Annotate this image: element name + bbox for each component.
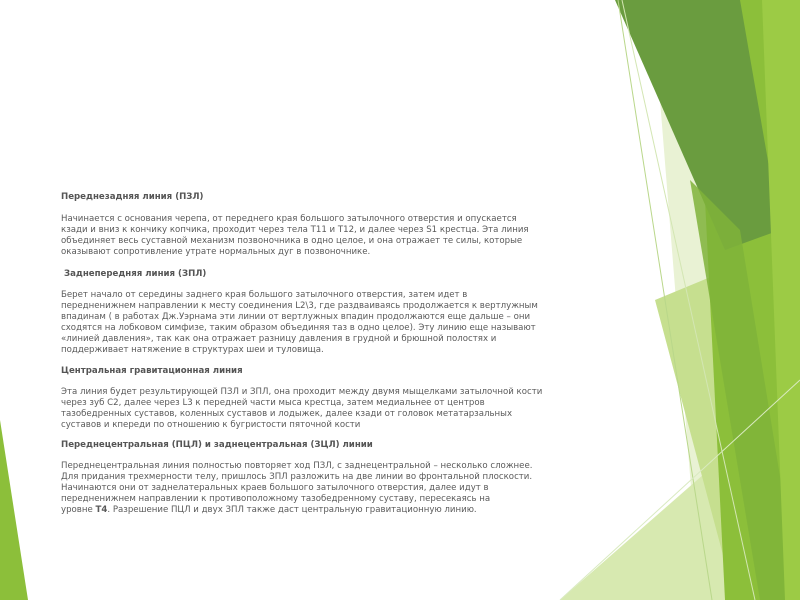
last-line-suffix: . Разрешение ПЦЛ и двух ЗПЛ также даст центральную гравитационную линию. [107,504,477,515]
body-line: поддерживает натяжение в структурах шеи и туловища. [61,344,324,355]
heading-cgl: Центральная гравитационная линия [61,365,243,376]
left-green-triangle [0,420,28,600]
body-line: «линией давления», так как она отражает разницу давления в грудной и брюшной полостях и [61,334,497,345]
body-line: передненижнем направлении к месту соединения L2\3, где раздваиваясь продолжается к вертлужным [61,301,538,312]
body-line: Начинается с основания черепа, от переднего края большого затылочного отверстия и опускается [61,213,517,224]
body-line: через зуб С2, далее через L3 к передней части мыса крестца, затем медиальнее от центров [61,397,485,408]
heading-pzl: Переднезадняя линия (ПЗЛ) [61,192,204,202]
body-line: сходятся на лобковом симфизе, таким образом объединяя таз в одно целое). Эту линию еще называют [61,323,536,334]
slide-text [61,192,606,516]
body-line: передненижнем направлении к противоположному тазобедренному суставу, пересекаясь на [61,494,491,505]
body-line: Для придания трехмерности телу, пришлось ЗПЛ разложить на две линии во фронтальной плоскости. [61,472,533,483]
last-line-prefix: уровне [61,504,96,515]
body-line: оказывают сопротивление утрате нормальных дуг в позвоночнике. [61,246,371,257]
body-line: кзади и вниз к кончику копчика, проходит через тела T11 и T12, и далее через S1 крестца. Эта линия [61,224,529,235]
body-line: объединяет весь суставной механизм позвоночника в одно целое, и она отражает те силы, которые [61,235,523,246]
body-line: Переднецентральная линия полностью повторяет ход ПЗЛ, с заднецентральной – несколько сложнее. [61,461,533,472]
heading-zpl: Заднепередняя линия (ЗПЛ) [61,268,207,279]
body-line: Берет начало от середины заднего края большого затылочного отверстия, затем идет в [61,290,468,301]
body-line: тазобедренных суставов, коленных суставов и лодыжек, далее кзади от головок метатарзальных [61,408,513,419]
body-line: суставов и кпереди по отношению к бугристости пяточной кости [61,419,361,430]
body-line: впадинам ( в работах Дж.Уэрнама эти линии от вертлужных впадин продолжаются еще дальше – они [61,312,531,323]
body-line: Эта линия будет результирующей ПЗЛ и ЗПЛ, она проходит между двумя мыщелками затылочной кости [61,386,543,397]
heading-pcl-zcl: Переднецентральная (ПЦЛ) и заднецентральная (ЗЦЛ) линии [61,440,373,451]
body-line-last [61,505,606,516]
body-line: Начинаются они от заднелатеральных краев большого затылочного отверстия, далее идут в [61,483,489,494]
last-line-bold: Т4 [95,504,108,515]
